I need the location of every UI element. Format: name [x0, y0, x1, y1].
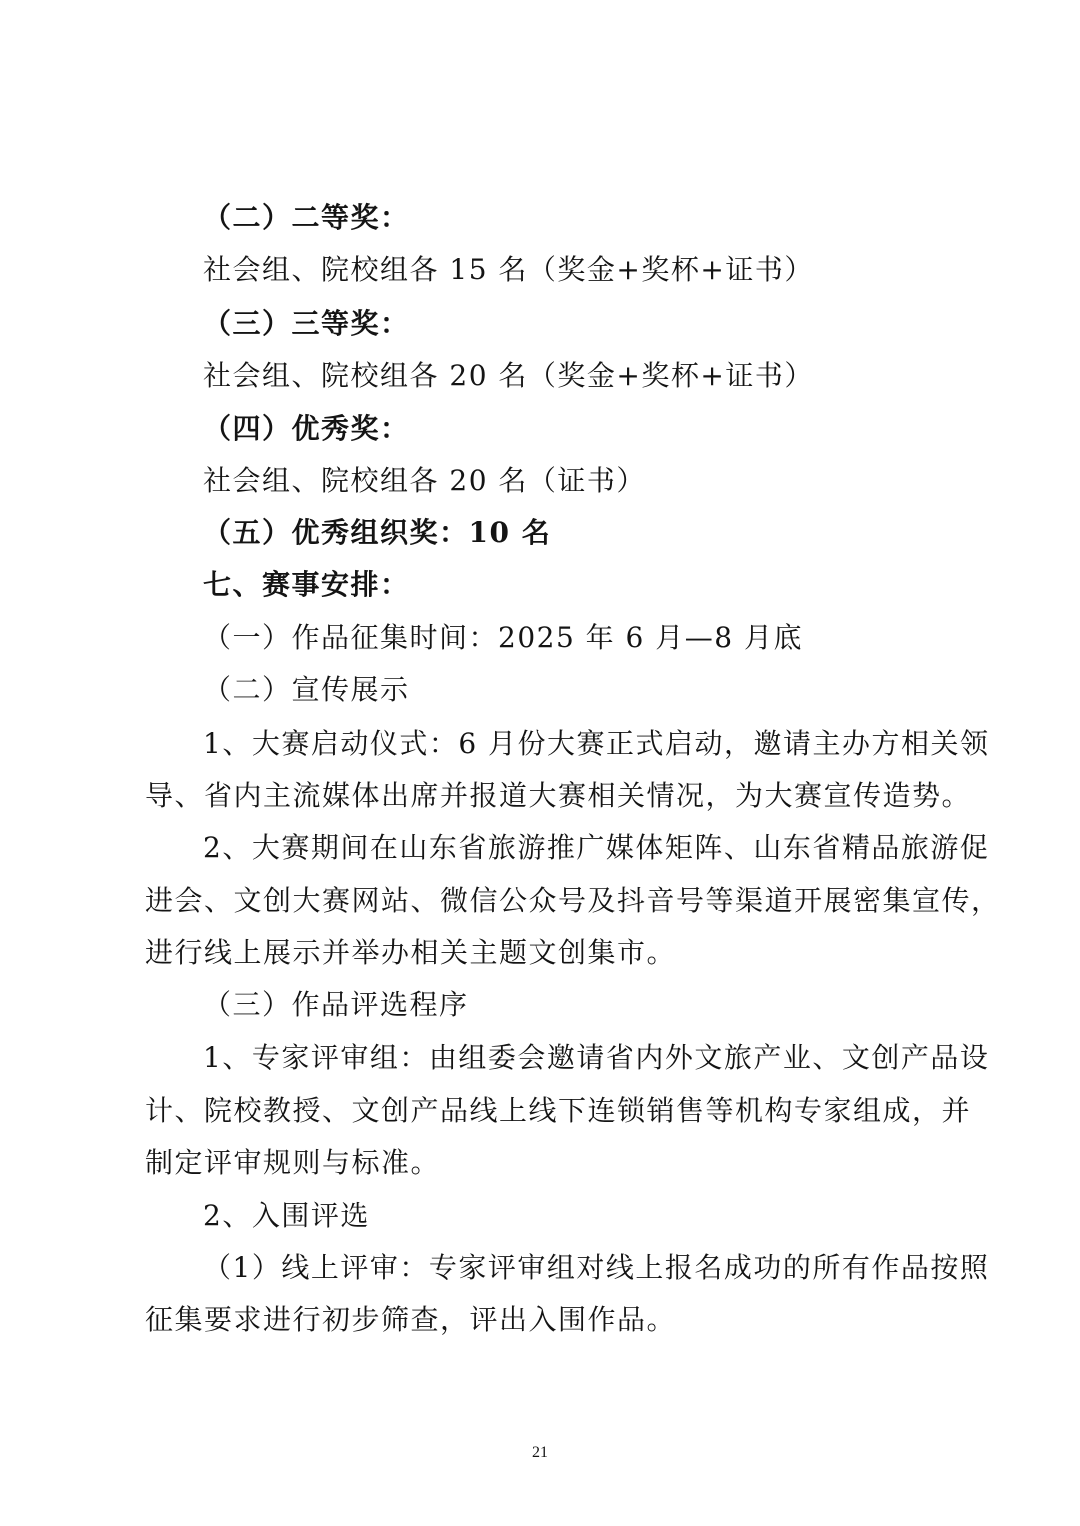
- launch-paragraph-line-2: 导、省内主流媒体出席并报道大赛相关情况，为大赛宣传造势。: [145, 779, 972, 812]
- second-prize-heading: （二）二等奖：: [203, 201, 410, 234]
- excellence-award-detail: 社会组、院校组各 20 名（证书）: [203, 464, 646, 497]
- second-prize-detail: 社会组、院校组各 15 名（奖金+奖杯+证书）: [203, 253, 814, 286]
- online-review-line-1: （1）线上评审：专家评审组对线上报名成功的所有作品按照: [203, 1251, 990, 1284]
- promo-paragraph-line-1: 2、大赛期间在山东省旅游推广媒体矩阵、山东省精品旅游促: [203, 831, 990, 864]
- online-review-line-2: 征集要求进行初步筛查，评出入围作品。: [145, 1303, 677, 1336]
- third-prize-heading: （三）三等奖：: [203, 307, 410, 340]
- publicity-heading: （二）宣传展示: [203, 673, 410, 706]
- promo-paragraph-line-2: 进会、文创大赛网站、微信公众号及抖音号等渠道开展密集宣传，: [145, 884, 1001, 917]
- organization-award: （五）优秀组织奖：10 名: [203, 516, 552, 549]
- launch-paragraph-line-1: 1、大赛启动仪式：6 月份大赛正式启动，邀请主办方相关领: [203, 727, 990, 760]
- selection-procedure-heading: （三）作品评选程序: [203, 988, 469, 1021]
- collection-time: （一）作品征集时间：2025 年 6 月—8 月底: [203, 621, 803, 654]
- page-number: 21: [532, 1444, 548, 1461]
- section-seven-heading: 七、赛事安排：: [203, 568, 410, 601]
- expert-paragraph-line-2: 计、院校教授、文创产品线上线下连锁销售等机构专家组成，并: [145, 1094, 972, 1127]
- shortlist-heading: 2、入围评选: [203, 1199, 370, 1232]
- promo-paragraph-line-3: 进行线上展示并举办相关主题文创集市。: [145, 936, 677, 969]
- third-prize-detail: 社会组、院校组各 20 名（奖金+奖杯+证书）: [203, 359, 814, 392]
- excellence-award-heading: （四）优秀奖：: [203, 412, 410, 445]
- expert-paragraph-line-1: 1、专家评审组：由组委会邀请省内外文旅产业、文创产品设: [203, 1041, 990, 1074]
- expert-paragraph-line-3: 制定评审规则与标准。: [145, 1146, 441, 1179]
